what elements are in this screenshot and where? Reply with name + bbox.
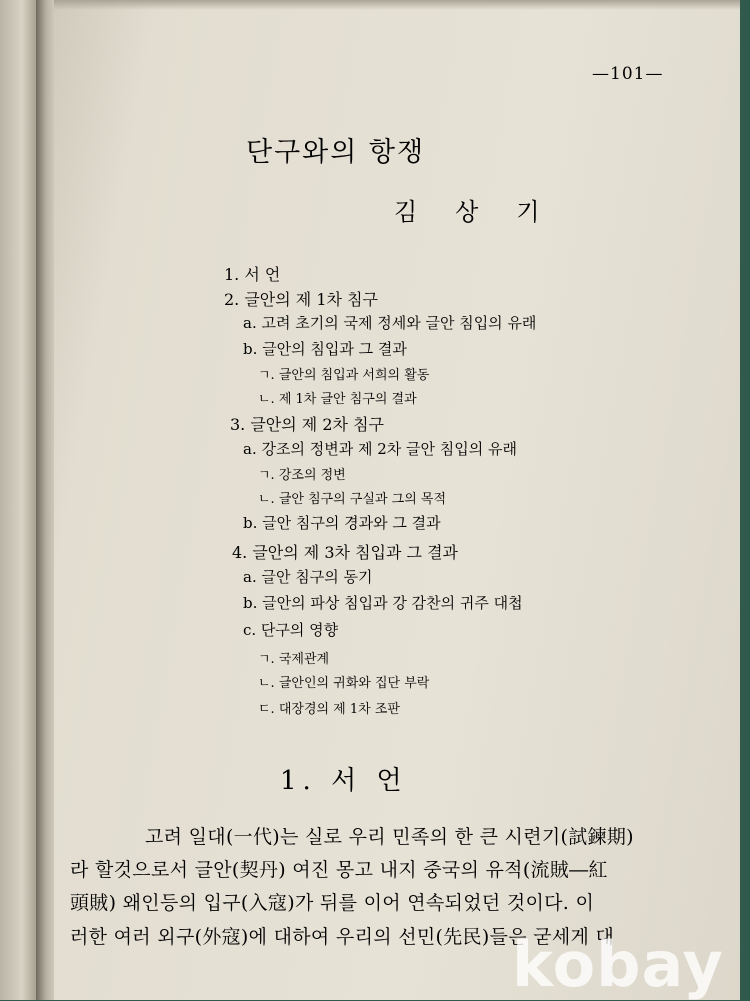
toc-item: 2. 글안의 제 1차 침구 (224, 290, 378, 309)
toc-item: a. 글안 침구의 동기 (243, 568, 373, 586)
right-background (740, 0, 750, 1000)
toc-item: 4. 글안의 제 3차 침입과 그 결과 (232, 543, 458, 562)
page-title: 단구와의 항쟁 (246, 137, 426, 168)
body-text-line: 라 할것으로서 글안(契丹) 여진 몽고 내지 중국의 유적(流賊―紅 (70, 859, 608, 881)
body-text-line: 러한 여러 외구(外寇)에 대하여 우리의 선민(先民)들은 굳세게 대 (70, 926, 615, 948)
toc-item: b. 글안의 침입과 그 결과 (243, 340, 407, 358)
toc-item: ㄴ. 글안 침구의 구실과 그의 목적 (258, 492, 447, 507)
left-page-edge (0, 0, 40, 1000)
watermark-logo: kobay (512, 928, 724, 1001)
toc-item: a. 강조의 정변과 제 2차 글안 침입의 유래 (243, 440, 517, 458)
toc-item: b. 글안의 파상 침입과 강 감찬의 귀주 대첩 (243, 594, 523, 612)
toc-item: ㄴ. 제 1차 글안 침구의 결과 (258, 392, 417, 407)
section-heading: 1. 서 언 (280, 766, 408, 796)
body-text-line: 頭賊) 왜인등의 입구(入寇)가 뒤를 이어 연속되었던 것이다. 이 (70, 892, 595, 914)
toc-item: ㄱ. 강조의 정변 (258, 468, 346, 483)
toc-item: c. 단구의 영향 (243, 621, 339, 639)
toc-item: 3. 글안의 제 2차 침구 (230, 415, 384, 434)
toc-item: ㄱ. 글안의 침입과 서희의 활동 (258, 368, 430, 383)
author-name: 김상기 (394, 198, 578, 226)
toc-item: b. 글안 침구의 경과와 그 결과 (243, 514, 441, 532)
page-top-shadow (54, 0, 744, 10)
body-text-line: 고려 일대(一代)는 실로 우리 민족의 한 큰 시련기(試鍊期) (145, 826, 634, 848)
toc-item: 1. 서 언 (224, 265, 281, 284)
page-number: —101— (592, 64, 664, 84)
toc-item: ㄷ. 대장경의 제 1차 조판 (258, 702, 400, 717)
toc-item: ㄴ. 글안인의 귀화와 집단 부락 (258, 676, 430, 691)
toc-item: ㄱ. 국제관계 (258, 652, 330, 667)
toc-item: a. 고려 초기의 국제 정세와 글안 침입의 유래 (243, 314, 537, 332)
